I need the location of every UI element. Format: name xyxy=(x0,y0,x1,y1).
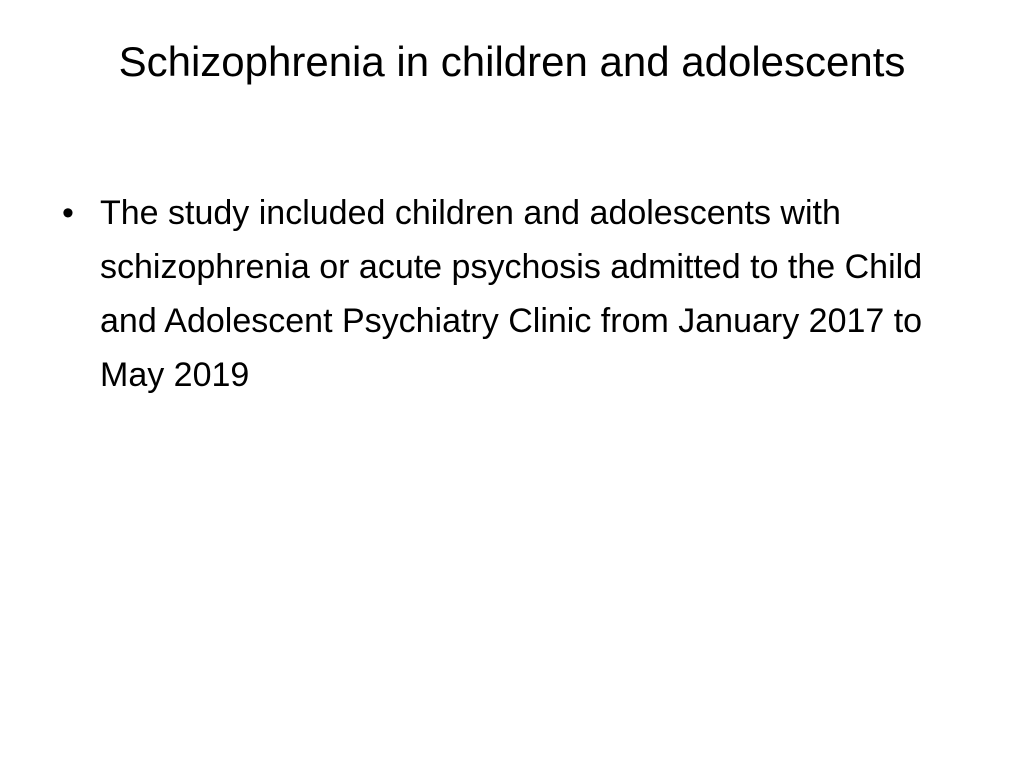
bullet-item xyxy=(52,186,932,402)
slide-body xyxy=(52,186,932,402)
bullet-marker: • xyxy=(62,194,74,232)
bullet-text: The study included children and adolescents with schizophrenia or acute psychosis admitted to the Child and Adolescent Psychiatry Clinic from January 2017 to May 2019 xyxy=(100,194,923,394)
slide-title: Schizophrenia in children and adolescents xyxy=(118,38,906,85)
